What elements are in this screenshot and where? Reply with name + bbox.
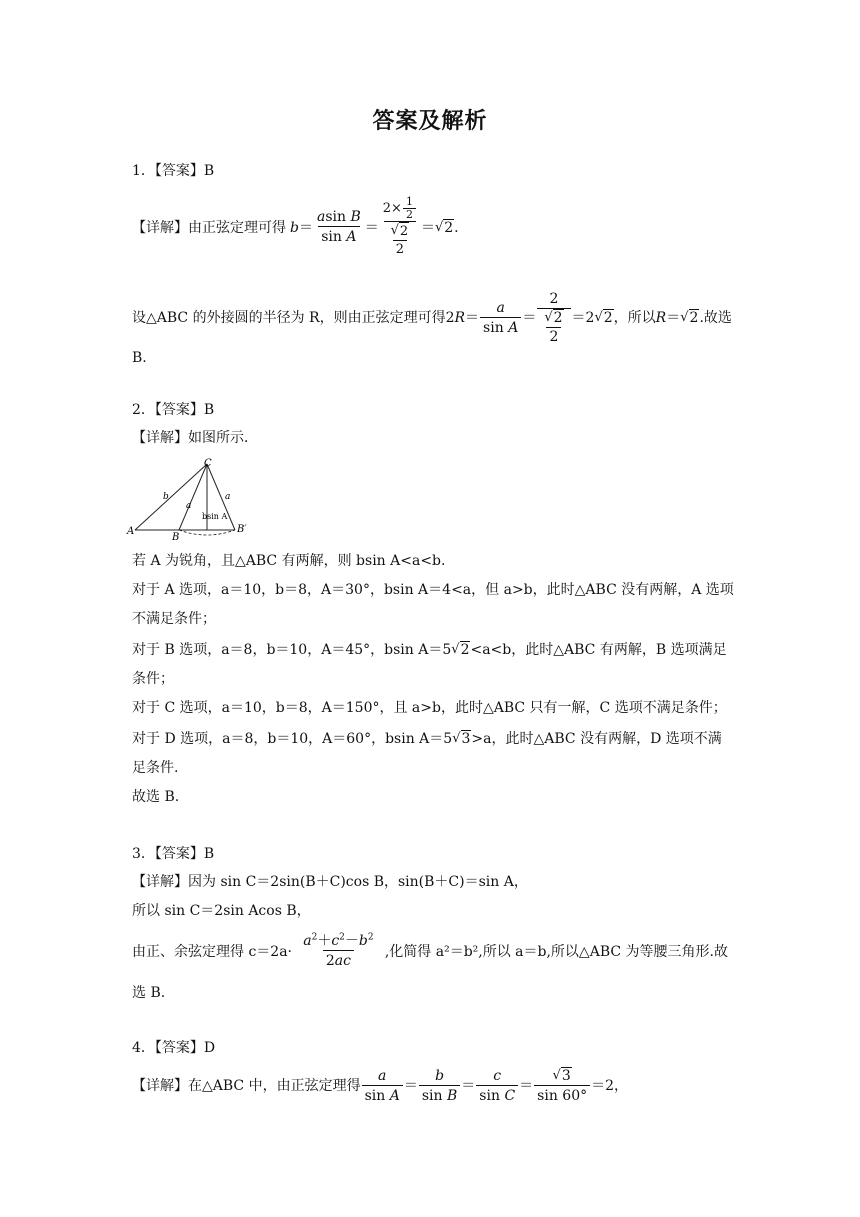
q1-answer: 1．【答案】B <box>132 163 215 179</box>
q3-line2: 所以 sin C＝2sin Acos B， <box>132 903 311 919</box>
q4-answer: 4．【答案】D <box>132 1040 216 1056</box>
q1-line2-prefix: 设△ABC 的外接圆的半径为 R，则由正弦定理可得 <box>132 310 446 326</box>
label-height: bsin A <box>202 512 228 521</box>
label-b: B <box>172 532 180 543</box>
q2-line5: 条件； <box>132 671 174 687</box>
sqrt-2: √ 2 <box>451 642 470 658</box>
q3-line3b: ,化简得 a²＝b²,所以 a＝b,所以△ABC 为等腰三角形.故 <box>384 943 728 960</box>
label-b-prime: B′ <box>237 524 247 535</box>
page-title: 答案及解析 <box>372 109 488 134</box>
triangle-figure <box>125 456 265 544</box>
sqrt-3: √ 3 <box>452 731 471 747</box>
q1-line2-suffix: ，所以 <box>613 310 656 326</box>
label-side-b: b <box>163 492 169 502</box>
q2-line4 <box>132 640 727 660</box>
q2-detail: 【详解】如图所示． <box>132 430 258 446</box>
q4-line1-text: 【详解】在△ABC 中，由正弦定理得 <box>132 1078 361 1094</box>
q2-line4a: 对于 B 选项，a＝8，b＝10，A＝45°，bsin A＝5 <box>132 642 452 658</box>
label-side-a1: a <box>186 501 192 511</box>
q2-line2 <box>132 580 734 600</box>
q3-fraction: $\frac{a^2+c^2-b^2}{2ac}$ <box>303 932 374 969</box>
q3-line3 <box>132 932 728 971</box>
q1-formula: b ＝ $\frac{\text{asin B}}{\text{sin A}}$ ＝ 2× $\frac{1}{2}$ √ 2 2 ＝ √ 2 . <box>290 195 459 257</box>
q2-line9: 故选 B. <box>132 789 180 805</box>
q2-line7a: 对于 D 选项，a＝8，b＝10，A＝60°，bsin A＝5 <box>132 731 453 747</box>
q2-line7 <box>132 729 722 749</box>
q1-detail-line <box>132 196 459 259</box>
q4-line1 <box>132 1066 628 1106</box>
q1-radius-line <box>132 290 732 346</box>
q4-formula: $\frac{a}{\text{sin A}}$ ＝ $\frac{b}{\text{sin B}}$ ＝ $\frac{c}{\text{sin C}}$ ＝ √ 3 sin 60° <box>361 1066 592 1106</box>
q1-detail-prefix: 【详解】由正弦定理可得 <box>132 219 286 236</box>
q2-line1: 若 A 为锐角，且△ABC 有两解，则 bsin A<a<b. <box>132 553 446 569</box>
q1-line3: B. <box>132 350 147 366</box>
q4-line1-end: ＝2， <box>591 1078 629 1094</box>
q2-answer: 2．【答案】B <box>132 402 215 418</box>
q1-r-value: R ＝ √ 2 . <box>655 310 704 326</box>
q3-answer: 3．【答案】B <box>132 846 215 862</box>
q1-line2-end: 故选 <box>703 310 732 326</box>
q2-line7b: >a，此时△ABC 没有两解，D 选项不满 <box>471 731 722 747</box>
q3-line3a: 由正、余弦定理得 c＝2a· <box>132 943 292 960</box>
label-c: C <box>204 458 212 469</box>
q3-line4: 选 B. <box>132 985 166 1001</box>
q2-line4b: <a<b，此时△ABC 有两解，B 选项满足 <box>470 642 727 658</box>
q2-line6: 对于 C 选项，a＝10，b＝8，A＝150°，且 a>b，此时△ABC 只有一解，C 选项不满足条件； <box>132 700 727 716</box>
q2-line2-text: 对于 A 选项，a＝10，b＝8，A＝30°，bsin A＝4<a，但 a>b，此时△ABC 没有两解，A 选项 <box>132 582 734 598</box>
q2-line3: 不满足条件； <box>132 611 216 627</box>
q2-line8: 足条件. <box>132 760 179 776</box>
label-side-a2: a <box>225 492 231 502</box>
q1-radius-formula: 2 R ＝ $\frac{a}{\text{sin A}}$ ＝ 2 √ 2 2 ＝2 √ 2 <box>445 291 613 345</box>
q3-line1: 【详解】因为 sin C＝2sin(B＋C)cos B，sin(B＋C)＝sin A， <box>132 874 528 890</box>
label-a: A <box>127 526 135 537</box>
